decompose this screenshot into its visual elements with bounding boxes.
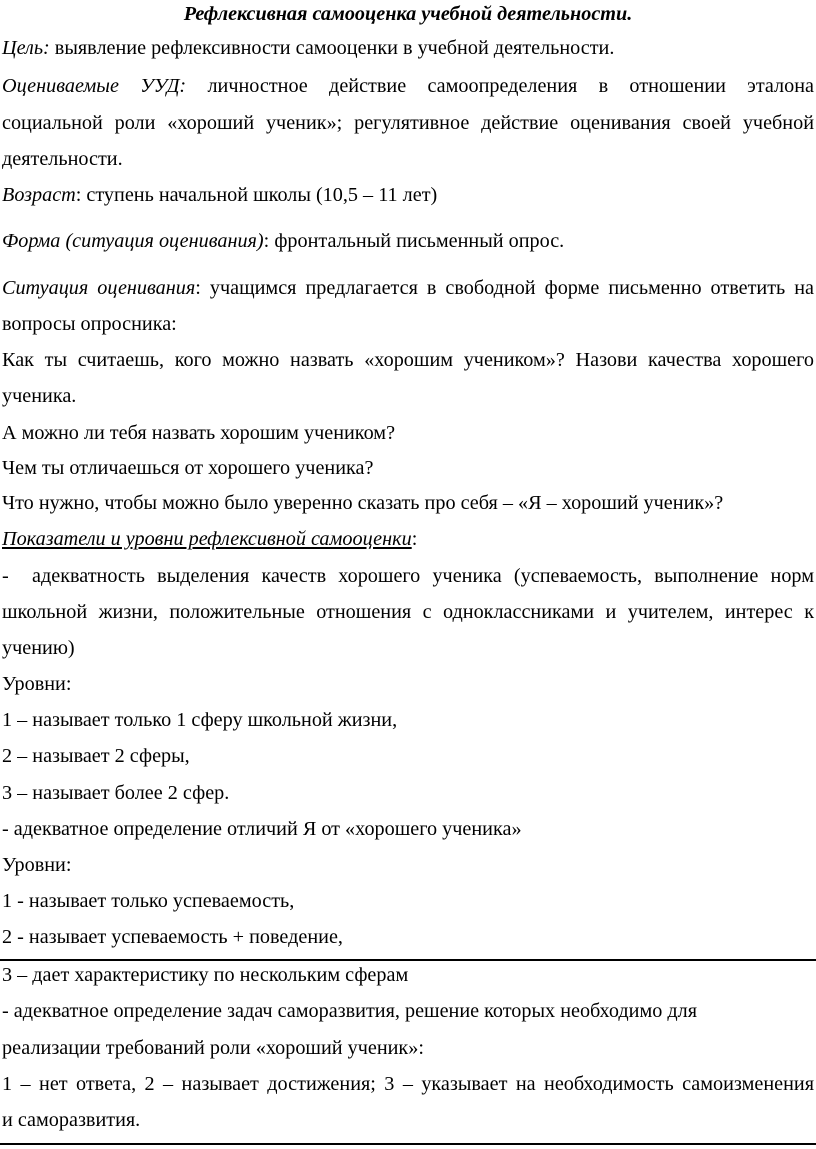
indicator-1-level-1: 1 – называет только 1 сферу школьной жизни, [2,709,398,731]
indicator-3-levels-line-1: 1 – нет ответа, 2 – называет достижения; 3 – указывает на необходимость самоизменения [2,1073,814,1095]
indicator-1-levels-label: Уровни: [2,673,72,695]
indicator-2-line: - адекватное определение отличий Я от «хорошего ученика» [2,818,522,840]
question-4: Что нужно, чтобы можно было уверенно сказать про себя – «Я – хороший ученик»? [2,492,724,514]
indicator-3-line-2: реализации требований роли «хороший ученик»: [2,1037,424,1059]
question-2: А можно ли тебя назвать хорошим учеником? [2,422,396,444]
goal-text: выявление рефлексивности самооценки в учебной деятельности. [49,37,615,59]
indicator-1-line-1 [2,564,814,588]
form-label: Форма (ситуация оценивания) [2,230,264,252]
indicator-1-dash: - [2,565,9,587]
document-title: Рефлексивная самооценка учебной деятельности. [183,3,633,25]
divider-line-bottom [0,1143,816,1145]
indicators-colon: : [411,528,418,550]
uud-label: Оцениваемые УУД: [2,75,187,97]
question-1-line-2: ученика. [2,385,77,407]
goal-line [2,36,814,60]
uud-line-3: деятельности. [2,148,123,170]
indicators-label: Показатели и уровни рефлексивной самооценки [2,528,412,550]
question-3: Чем ты отличаешься от хорошего ученика? [2,457,374,479]
indicator-2-level-2: 2 - называет успеваемость + поведение, [2,926,343,948]
indicator-1-level-3: 3 – называет более 2 сфер. [2,782,230,804]
goal-label: Цель: [2,37,50,59]
divider-line-top [0,959,816,961]
age-line [2,183,814,207]
indicator-1-line-2: школьной жизни, положительные отношения с одноклассниками и учителем, интерес к [2,601,814,623]
form-line [2,229,814,253]
indicator-1-line-3: учению) [2,637,75,659]
indicator-1-text-1: адекватность выделения качеств хорошего ученика (успеваемость, выполнение норм [32,565,814,587]
situation-label: Ситуация оценивания [2,277,196,299]
form-text: : фронтальный письменный опрос. [263,230,565,252]
uud-line-2: социальной роли «хороший ученик»; регулятивное действие оценивания своей учебной [2,112,814,134]
indicator-2-levels-label: Уровни: [2,854,72,876]
indicator-2-level-1: 1 - называет только успеваемость, [2,890,295,912]
situation-line-1 [2,276,814,300]
indicator-2-level-3: 3 – дает характеристику по нескольким сферам [2,964,409,986]
age-label: Возраст [2,184,76,206]
situation-line-2: вопросы опросника: [2,313,177,335]
uud-text-1: личностное действие самоопределения в отношении эталона [186,75,814,97]
situation-text-1: : учащимся предлагается в свободной форме письменно ответить на [195,277,814,299]
indicators-heading [2,527,814,551]
indicator-1-level-2: 2 – называет 2 сферы, [2,745,190,767]
indicator-3-levels-line-2: и саморазвития. [2,1109,141,1131]
uud-line-1 [2,74,814,98]
age-text: : ступень начальной школы (10,5 – 11 лет) [75,184,438,206]
indicator-3-line-1: - адекватное определение задач саморазвития, решение которых необходимо для [2,1000,698,1022]
question-1-line-1: Как ты считаешь, кого можно назвать «хорошим учеником»? Назови качества хорошего [2,349,814,371]
